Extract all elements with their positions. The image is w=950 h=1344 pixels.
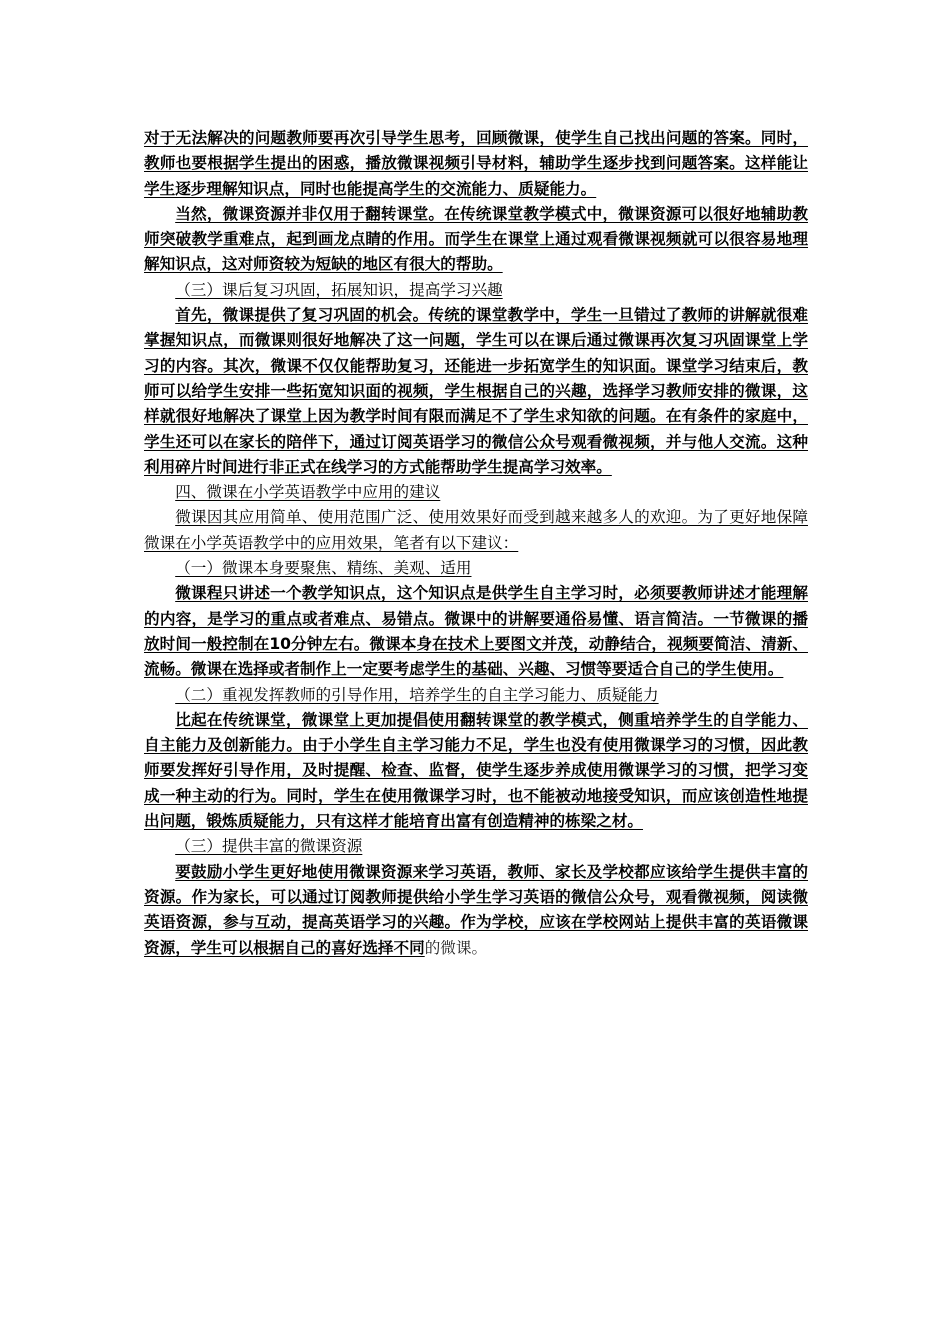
paragraph-body-last: [144, 860, 808, 961]
paragraph-body: [144, 202, 808, 278]
paragraph-text: 微课因其应用简单、使用范围广泛、使用效果好而受到越来越多人的欢迎。为了更好地保障微课在小学英语教学中的应用效果，笔者有以下建议：: [144, 508, 808, 552]
paragraph-continuation: [144, 126, 808, 202]
document-page: [144, 126, 808, 961]
paragraph-tail: 的微课。: [424, 938, 488, 957]
heading-text: （三）提供丰富的微课资源: [175, 837, 363, 856]
paragraph-body: [144, 581, 808, 682]
paragraph-text: 对于无法解决的问题教师要再次引导学生思考，回顾微课，使学生自己找出问题的答案。同时，教师也要根据学生提出的困惑，播放微课视频引导材料，辅助学生逐步找到问题答案。这样能让学生逐步理解知识点，同时也能提高学生的交流能力、质疑能力。: [144, 129, 808, 198]
paragraph-body: [144, 505, 808, 556]
section-heading: [144, 834, 808, 859]
paragraph-body: [144, 303, 808, 480]
paragraph-text: 首先，微课提供了复习巩固的机会。传统的课堂教学中，学生一旦错过了教师的讲解就很难掌握知识点，而微课则很好地解决了这一问题，学生可以在课后通过微课再次复习巩固课堂上学习的内容。其次，微课不仅仅能帮助复习，还能进一步拓宽学生的知识面。课堂学习结束后，教师可以给学生安排一些拓宽知识面的视频，学生根据自己的兴趣，选择学习教师安排的微课，这样就很好地解决了课堂上因为教学时间有限而满足不了学生求知欲的问题。在有条件的家庭中，学生还可以在家长的陪伴下，通过订阅英语学习的微信公众号观看微视频，并与他人交流。这种利用碎片时间进行非正式在线学习的方式能帮助学生提高学习效率。: [144, 306, 808, 476]
heading-text: （三）课后复习巩固，拓展知识，提高学习兴趣: [175, 280, 503, 299]
heading-text: （二）重视发挥教师的引导作用，培养学生的自主学习能力、质疑能力: [175, 685, 659, 704]
paragraph-text: 要鼓励小学生更好地使用微课资源来学习英语，教师、家长及学校都应该给学生提供丰富的资源。作为家长，可以通过订阅教师提供给小学生学习英语的微信公众号，观看微视频，阅读微英语资源，参与互动，提高英语学习的兴趣。作为学校，应该在学校网站上提供丰富的英语微课资源，学生可以根据自己的喜好选择不同: [144, 862, 808, 957]
paragraph-text: 比起在传统课堂，微课堂上更加提倡使用翻转课堂的教学模式，侧重培养学生的自学能力、自主能力及创新能力。由于小学生自主学习能力不足，学生也没有使用微课学习的习惯，因此教师要发挥好引导作用，及时提醒、检查、监督，使学生逐步养成使用微课学习的习惯，把学习变成一种主动的行为。同时，学生在使用微课学习时，也不能被动地接受知识，而应该创造性地提出问题，锻炼质疑能力，只有这样才能培育出富有创造精神的栋梁之材。: [144, 710, 808, 831]
section-heading: [144, 683, 808, 708]
section-heading: [144, 480, 808, 505]
paragraph-text: 微课程只讲述一个教学知识点，这个知识点是供学生自主学习时，必须要教师讲述才能理解的内容，是学习的重点或者难点、易错点。微课中的讲解要通俗易懂、语言简洁。一节微课的播放时间一般控制在10分钟左右。微课本身在技术上要图文并茂，动静结合，视频要简洁、清新、流畅。微课在选择或者制作上一定要考虑学生的基础、兴趣、习惯等要适合自己的学生使用。: [144, 584, 808, 679]
section-heading: [144, 556, 808, 581]
paragraph-text: 当然，微课资源并非仅用于翻转课堂。在传统课堂教学模式中，微课资源可以很好地辅助教师突破教学重难点，起到画龙点睛的作用。而学生在课堂上通过观看微课视频就可以很容易地理解知识点，这对师资较为短缺的地区有很大的帮助。: [144, 204, 808, 274]
heading-text: 四、微课在小学英语教学中应用的建议: [175, 483, 441, 502]
paragraph-body: [144, 708, 808, 834]
heading-text: （一）微课本身要聚焦、精练、美观、适用: [175, 559, 472, 578]
section-heading: [144, 278, 808, 303]
